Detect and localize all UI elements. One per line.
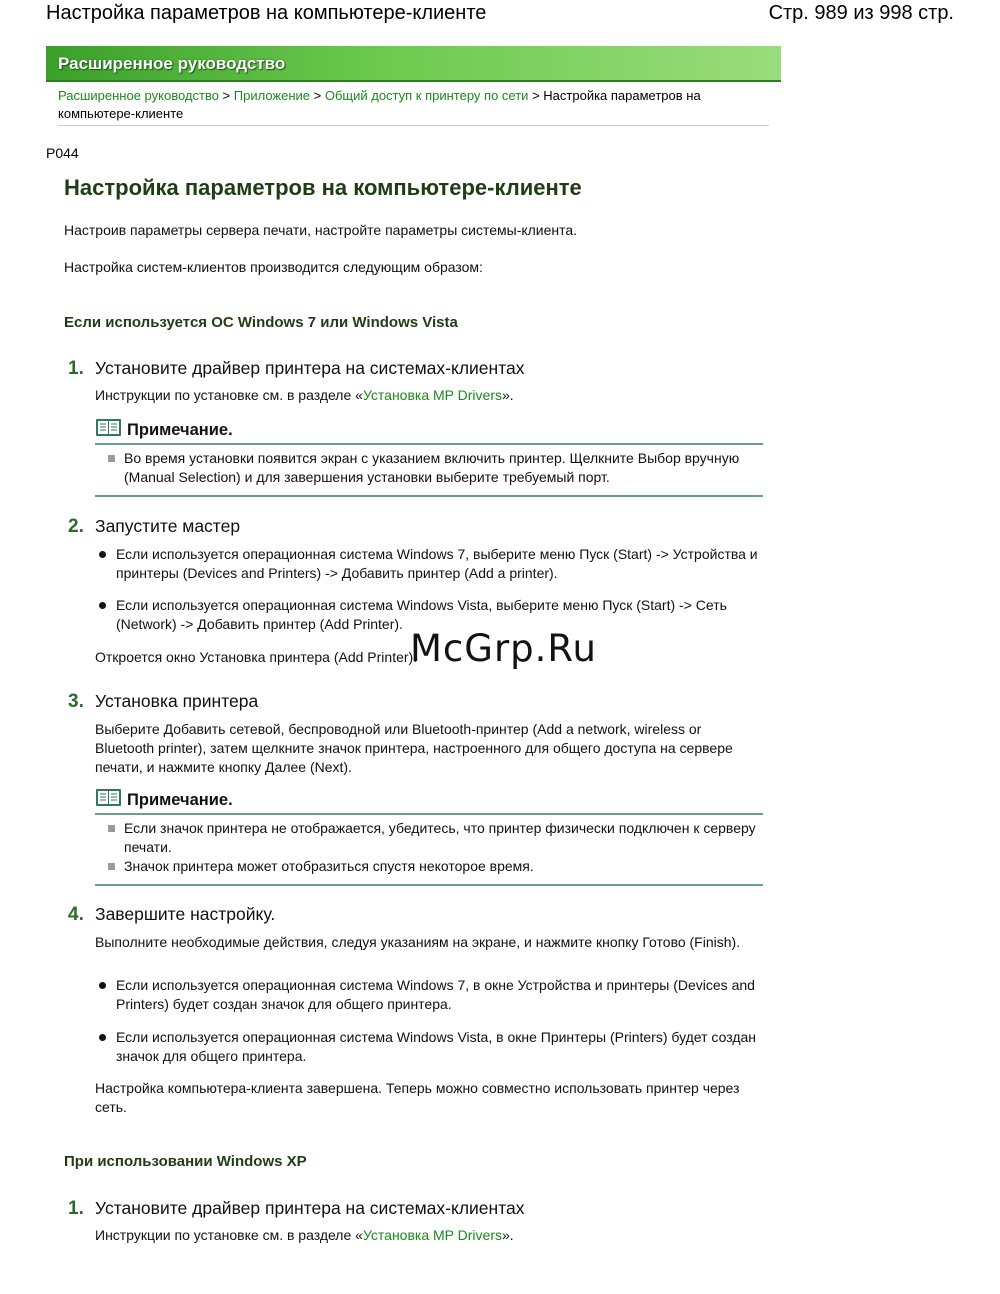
step-number: 2. (68, 516, 84, 537)
step-number: 4. (68, 904, 84, 925)
note-list (95, 815, 763, 886)
breadcrumb-current: Настройка параметров на компьютере-клиенте (58, 88, 701, 121)
watermark: McGrp.Ru (410, 627, 597, 670)
step-result-text: Откроется окно Установка принтера (Add Printer). (95, 649, 418, 665)
list-item-text: Если используется операционная система Windows Vista, выберите меню Пуск (Start) -> Сеть (Network) -> Добавить принтер (Add Printer). (116, 597, 727, 632)
book-icon (95, 418, 122, 438)
breadcrumb-divider (58, 125, 769, 126)
bullet-dot-icon (99, 982, 106, 989)
note-box (95, 417, 763, 497)
note-title: Примечание. (127, 791, 233, 809)
page-code: P044 (46, 145, 79, 161)
list-item (95, 1028, 763, 1066)
breadcrumb-link-appendix[interactable]: Приложение (233, 88, 311, 103)
section-heading-winxp: При использовании Windows XP (64, 1153, 307, 1170)
list-item (95, 545, 763, 583)
note-list (95, 445, 763, 497)
note-header (95, 417, 763, 445)
step-title: Запустите мастер (95, 516, 241, 536)
square-bullet-icon (108, 863, 115, 870)
list-item (95, 976, 763, 1014)
completion-text: Настройка компьютера-клиента завершена. Теперь можно совместно использовать принтер через сеть. (95, 1080, 740, 1115)
note-item-text: Если значок принтера не отображается, убедитесь, что принтер физически подключен к серверу печати. (124, 820, 756, 855)
note-item-text: Значок принтера может отобразиться спустя некоторое время. (124, 858, 534, 874)
bullet-list (95, 545, 763, 583)
step-number: 1. (68, 358, 84, 379)
step-title: Завершите настройку. (95, 904, 276, 924)
intro-paragraph: Настроив параметры сервера печати, настройте параметры системы-клиента. (64, 222, 578, 238)
list-item-text: Если используется операционная система Windows 7, выберите меню Пуск (Start) -> Устройства и принтеры (Devices and Printers) -> Добавить принтер (Add a printer). (116, 546, 758, 581)
link-install-mp-drivers[interactable]: Установка MP Drivers (362, 387, 502, 403)
instruction-text: ». (501, 1227, 514, 1243)
step-instruction: Выполните необходимые действия, следуя указаниям на экране, и нажмите кнопку Готово (Finish). (95, 934, 741, 950)
instruction-text: Инструкции по установке см. в разделе « (95, 387, 363, 403)
bullet-list (95, 976, 763, 1014)
step-title: Установите драйвер принтера на системах-клиентах (95, 358, 525, 378)
page-counter: Стр. 989 из 998 стр. (768, 2, 954, 24)
bullet-dot-icon (99, 1034, 106, 1041)
step-title: Установка принтера (95, 691, 259, 711)
page-title: Настройка параметров на компьютере-клиенте (64, 175, 582, 200)
step-instruction (95, 386, 763, 405)
square-bullet-icon (108, 825, 115, 832)
note-title: Примечание. (127, 421, 233, 439)
step-number: 1. (68, 1198, 84, 1219)
step-title: Установите драйвер принтера на системах-клиентах (95, 1198, 525, 1218)
note-item (95, 449, 763, 487)
note-box (95, 787, 763, 886)
note-item-text: Во время установки появится экран с указанием включить принтер. Щелкните Выбор вручную (Manual Selection) и для завершения установки выберите требуемый порт. (124, 450, 740, 485)
breadcrumb-link-printer-sharing[interactable]: Общий доступ к принтеру по сети (324, 88, 529, 103)
bullet-list (95, 1028, 763, 1066)
note-item (95, 857, 763, 876)
note-item (95, 819, 763, 857)
step-instruction (95, 1226, 763, 1245)
page-header-title: Настройка параметров на компьютере-клиенте (46, 2, 487, 24)
list-item-text: Если используется операционная система Windows 7, в окне Устройства и принтеры (Devices and Printers) будет создан значок для общего принтера. (116, 977, 755, 1012)
breadcrumb-separator: > (310, 88, 325, 103)
breadcrumb-link-advanced-guide[interactable]: Расширенное руководство (58, 88, 219, 103)
guide-banner (46, 46, 781, 82)
section-heading-win7-vista: Если используется ОС Windows 7 или Windows Vista (64, 314, 458, 331)
note-header (95, 787, 763, 815)
instruction-text: ». (501, 387, 514, 403)
intro-paragraph: Настройка систем-клиентов производится следующим образом: (64, 259, 483, 275)
breadcrumb-separator: > (528, 88, 544, 103)
step-number: 3. (68, 691, 84, 712)
banner-title: Расширенное руководство (58, 54, 286, 73)
list-item-text: Если используется операционная система Windows Vista, в окне Принтеры (Printers) будет создан значок для общего принтера. (116, 1029, 757, 1064)
breadcrumb (58, 87, 768, 123)
breadcrumb-separator: > (218, 88, 234, 103)
step-instruction: Выберите Добавить сетевой, беспроводной или Bluetooth-принтер (Add a network, wireless or Bluetooth printer), затем щелкните значок принтера, настроенного для общего доступа на сервере печати, и нажмите кнопку Далее (Next). (95, 721, 733, 775)
book-icon (95, 788, 122, 808)
instruction-text: Инструкции по установке см. в разделе « (95, 1227, 363, 1243)
bullet-dot-icon (99, 551, 106, 558)
bullet-dot-icon (99, 602, 106, 609)
link-install-mp-drivers[interactable]: Установка MP Drivers (362, 1227, 502, 1243)
square-bullet-icon (108, 455, 115, 462)
